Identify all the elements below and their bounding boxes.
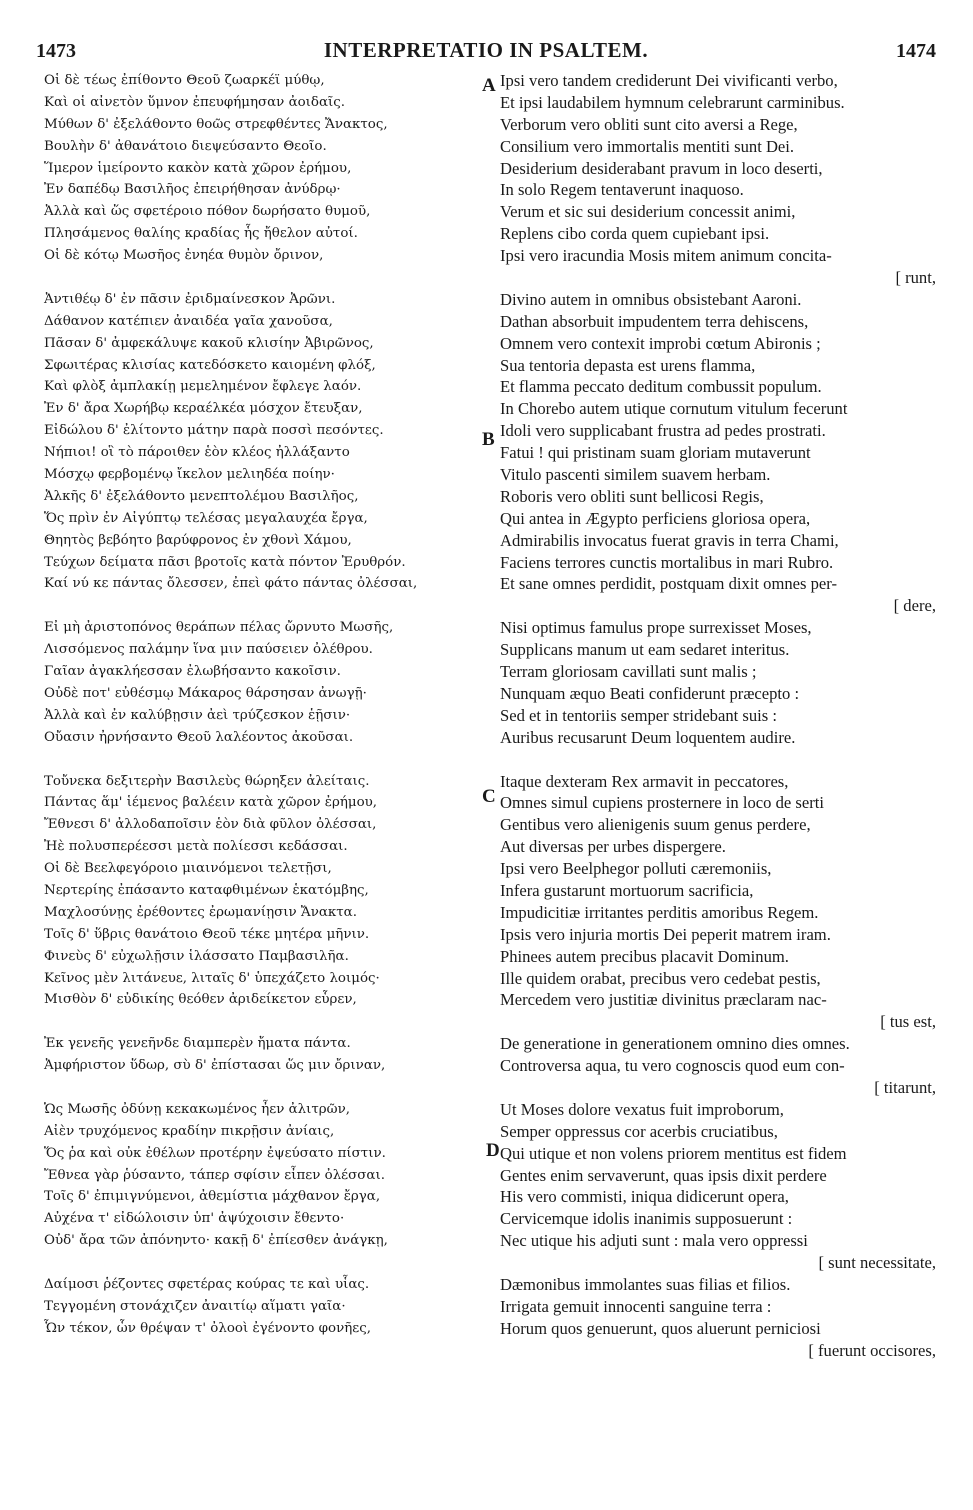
latin-line: [ titarunt,	[874, 1077, 936, 1097]
greek-line: Γαῖαν ἀγακλήεσσαν ἐλωβήσαντο κακοῖσιν.	[44, 664, 341, 680]
greek-line: Λισσόμενος παλάμην ἵνα μιν παύσειεν ὀλέθρου.	[44, 642, 373, 658]
greek-line: Ὡς Μωσῆς ὀδύνῃ κεκακωμένος ἦεν ἀλιτρῶν,	[44, 1101, 350, 1117]
latin-line: Divino autem in omnibus obsistebant Aaroni.	[500, 289, 802, 309]
greek-line: Ἐκ γενεῆς γενεῆνδε διαμπερὲν ἤματα πάντα.	[44, 1036, 351, 1052]
latin-line: Gentes enim servaverunt, quas ipsis dixit perdere	[500, 1165, 827, 1185]
latin-line: Gentibus vero alienigenis suum genus perdere,	[500, 815, 811, 835]
latin-line: [ fuerunt occisores,	[808, 1340, 936, 1360]
latin-line: Ipsi vero iracundia Mosis mitem animum concita-	[500, 246, 832, 266]
latin-line: Et ipsi laudabilem hymnum celebrarunt carminibus.	[500, 92, 845, 112]
latin-line: Verborum vero obliti sunt cito aversi a Rege,	[500, 114, 798, 134]
left-page-number: 1473	[36, 40, 76, 62]
latin-line: Auribus recusarunt Deum loquentem audire.	[500, 727, 796, 747]
greek-line: Τεγγομένη στονάχιζεν ἀναιτίῳ αἵματι γαῖα·	[44, 1298, 346, 1314]
greek-line: Νερτερίης ἐπάσαντο καταφθιμένων ἑκατόμβης,	[44, 882, 369, 898]
greek-line: Ἀλκῆς δ' ἐξελάθοντο μενεπτολέμου Βασιλῆος,	[44, 488, 359, 504]
latin-line: In Chorebo autem utique cornutum vitulum fecerunt	[500, 399, 848, 419]
greek-line: Αἰὲν τρυχόμενος κραδίην πικρῇσιν ἀνίαις,	[44, 1123, 335, 1139]
latin-line: Semper oppressus cor acerbis cruciatibus,	[500, 1121, 778, 1141]
latin-line: Cervicemque idolis inanimis supposuerunt :	[500, 1209, 793, 1229]
latin-line: Itaque dexteram Rex armavit in peccatores,	[500, 771, 789, 791]
greek-line: Εἰδώλου δ' ἐλίτοντο μάτην παρὰ ποσσὶ πεσόντες.	[44, 423, 384, 439]
greek-line: Πᾶσαν δ' ἀμφεκάλυψε κακοῦ κλισίην Ἀβιρῶνος,	[44, 335, 374, 351]
greek-line: Ἔθνεσι δ' ἀλλοδαποῖσιν ἑὸν διὰ φῦλον ὀλέσσαι,	[44, 817, 377, 833]
greek-line: Μύθων δ' ἐξελάθοντο θοῶς στρεφθέντες Ἄνακτος,	[44, 116, 388, 132]
running-title: INTERPRETATIO IN PSALTEM.	[323, 38, 649, 62]
greek-line: Βουλὴν δ' ἀθανάτοιο διεψεύσαντο Θεοῖο.	[44, 138, 327, 154]
latin-line: Admirabilis invocatus fuerat gravis in terra Chami,	[500, 530, 839, 550]
latin-line: Controversa aqua, tu vero cognoscis quod eum con-	[500, 1056, 845, 1076]
latin-line: Sed et in tentoriis semper stridebant suis :	[500, 705, 777, 725]
greek-line: Μισθὸν δ' εὐδικίης θεόθεν ἀριδείκετον εὗρεν,	[44, 992, 357, 1008]
greek-line: Σφωιτέρας κλισίας κατεδόσκετο καιομένη φλόξ,	[44, 357, 376, 373]
latin-line: Qui antea in Ægypto perficiens gloriosa opera,	[500, 508, 811, 528]
greek-line: Κεῖνος μὲν λιτάνευε, λιταῖς δ' ὑπεχάζετο λοιμός·	[44, 970, 380, 986]
greek-line: Πάντας ἅμ' ἱέμενος βαλέειν κατὰ χῶρον ἐρήμου,	[44, 795, 378, 811]
latin-line: Aut diversas per urbes dispergere.	[500, 837, 726, 857]
greek-line: Ἵμερον ἱμείροντο κακὸν κατὰ χῶρον ἐρήμου,	[44, 160, 352, 176]
latin-line: Qui utique et non volens priorem mentitus est fidem	[500, 1143, 847, 1163]
greek-line: Ἐν δ' ἄρα Χωρήβῳ κεραέλκέα μόσχον ἔτευξαν,	[44, 401, 363, 417]
greek-column	[44, 70, 484, 1340]
greek-line	[44, 1252, 484, 1274]
latin-line: [ dere,	[893, 596, 936, 616]
greek-line: Αὐχένα τ' εἰδώλοισιν ὑπ' ἀψύχοισιν ἔθεντο·	[44, 1211, 345, 1227]
latin-column	[500, 70, 940, 1362]
latin-line: Terram gloriosam cavillati sunt malis ;	[500, 662, 757, 682]
latin-line: Nisi optimus famulus prope surrexisset Moses,	[500, 618, 812, 638]
greek-line: Ἀλλὰ καὶ ὥς σφετέροιο πόθον δωρήσατο θυμοῦ,	[44, 204, 371, 220]
latin-line: Ipsi vero tandem crediderunt Dei vivificanti verbo,	[500, 71, 838, 90]
latin-line: Omnem vero contexit improbi cœtum Abironis ;	[500, 333, 821, 353]
greek-line: Θηητὸς βεβόητο βαρύφρονος ἐν χθονὶ Χάμου,	[44, 532, 352, 548]
greek-line: Μόσχῳ φερβομένῳ ἴκελον μελιηδέα ποίην·	[44, 467, 335, 483]
latin-line: Verum et sic sui desiderium concessit animi,	[500, 202, 796, 222]
greek-line: Ἔθνεα γὰρ ῥύσαντο, τάπερ σφίσιν εἶπεν ὀλέσσαι.	[44, 1167, 385, 1183]
greek-line: Ὧν τέκον, ὧν θρέψαν τ' ὀλοοὶ ἐγένοντο φονῆες,	[44, 1320, 371, 1336]
latin-line: Sua tentoria depasta est urens flamma,	[500, 355, 756, 375]
latin-line: Mercedem vero justitiæ divinitus præclaram nac-	[500, 990, 827, 1010]
page-header	[36, 38, 936, 72]
latin-line: Et flamma peccato deditum combussit populum.	[500, 377, 822, 397]
greek-line: Καὶ οἱ αἰνετὸν ὕμνον ἐπευφήμησαν ἀοιδαῖς.	[44, 94, 346, 110]
latin-line: Roboris vero obliti sunt bellicosi Regis,	[500, 486, 764, 506]
greek-line	[44, 1077, 484, 1099]
latin-line: Impudicitiæ irritantes perditis amoribus Regem.	[500, 902, 819, 922]
greek-line: Καί νύ κε πάντας ὄλεσσεν, ἐπεὶ φάτο πάντας ὀλέσσαι,	[44, 576, 418, 592]
latin-line: Et sane omnes perdidit, postquam dixit omnes per-	[500, 574, 838, 594]
latin-line: His vero commisti, iniqua didicerunt opera,	[500, 1187, 789, 1207]
greek-line: Οἱ δὲ Βεελφεγόροιο μιαινόμενοι τελετῇσι,	[44, 861, 332, 877]
latin-line: Vitulo pascenti similem suavem herbam.	[500, 465, 771, 485]
section-marker-a: A	[482, 75, 496, 96]
greek-line: Ὅς ῥα καὶ οὐκ ἐθέλων προτέρην ἐψεύσατο πίστιν.	[44, 1145, 386, 1161]
latin-line: Irrigata gemuit innocenti sanguine terra :	[500, 1296, 772, 1316]
latin-line: Ipsi vero Beelphegor polluti cæremoniis,	[500, 859, 772, 879]
section-marker-d: D	[486, 1140, 500, 1161]
greek-line: Τοῖς δ' ὕβρις θανάτοιο Θεοῦ τέκε μητέρα μῆνιν.	[44, 926, 370, 942]
greek-line: Τεύχων δείματα πᾶσι βροτοῖς κατὰ πόντον Ἐρυθρόν.	[44, 554, 406, 570]
latin-line: Dathan absorbuit impudentem terra dehiscens,	[500, 311, 809, 331]
greek-line: Ἀμφήριστον ὕδωρ, σὺ δ' ἐπίστασαι ὥς μιν ὄριναν,	[44, 1058, 386, 1074]
latin-line: In solo Regem tentaverunt inaquoso.	[500, 180, 744, 200]
latin-line: Consilium vero immortalis mentiti sunt Dei.	[500, 136, 795, 156]
latin-line: Phinees autem precibus placavit Dominum.	[500, 946, 789, 966]
greek-line: Οὔασιν ἠρνήσαντο Θεοῦ λαλέοντος ἀκοῦσαι.	[44, 729, 354, 745]
greek-line: Οἱ δὲ τέως ἐπίθοντο Θεοῦ ζωαρκέϊ μύθῳ,	[44, 73, 325, 88]
greek-line: Δαίμοσι ῥέζοντες σφετέρας κούρας τε καὶ υἷας.	[44, 1276, 370, 1292]
latin-line: [ runt,	[895, 268, 936, 288]
latin-line: Ipsis vero injuria mortis Dei peperit matrem iram.	[500, 924, 831, 944]
latin-line	[500, 749, 940, 771]
greek-line	[44, 749, 484, 771]
greek-line: Ἠὲ πολυσπερέεσσι μετὰ πολίεσσι κεδάσσαι.	[44, 839, 348, 855]
section-marker-b: B	[482, 429, 495, 450]
latin-line: Idoli vero supplicabant frustra ad pedes prostrati.	[500, 421, 826, 441]
greek-line: Εἰ μὴ ἀριστοπόνος θεράπων πέλας ὤρνυτο Μωσῆς,	[44, 620, 394, 636]
latin-line: Nec utique his adjuti sunt : mala vero oppressi	[500, 1231, 808, 1251]
latin-line: Ille quidem orabat, precibus vero cedebat pestis,	[500, 968, 821, 988]
greek-line: Τοῖς δ' ἐπιμιγνύμενοι, ἀθεμίστια μάχθανον ἔργα,	[44, 1189, 381, 1205]
latin-line: [ tus est,	[880, 1012, 936, 1032]
greek-line: Ἀντιθέῳ δ' ἐν πᾶσιν ἐριδμαίνεσκον Ἀρῶνι.	[44, 291, 336, 307]
latin-line: Dæmonibus immolantes suas filias et filios.	[500, 1274, 791, 1294]
section-marker-c: C	[482, 786, 496, 807]
greek-line: Δάθανον κατέπιεν ἀναιδέα γαῖα χανοῦσα,	[44, 313, 333, 329]
greek-line: Νήπιοι! οἳ τὸ πάροιθεν ἑὸν κλέος ἠλλάξαντο	[44, 445, 350, 461]
latin-line: Replens cibo corda quem cupiebant ipsi.	[500, 224, 770, 244]
latin-line: Nunquam æquo Beati confiderunt præcepto :	[500, 683, 800, 703]
latin-line: Horum quos genuerunt, quos aluerunt perniciosi	[500, 1318, 821, 1338]
latin-line: Infera gustarunt mortuorum sacrificia,	[500, 880, 754, 900]
greek-line: Οὐδὲ ποτ' εὐθέσμῳ Μάκαρος θάρσησαν ἀνωγῇ·	[44, 685, 367, 701]
latin-line: Desiderium desiderabant pravum in loco deserti,	[500, 158, 823, 178]
greek-line	[44, 267, 484, 289]
greek-line: Μαχλοσύνῃς ἐρέθοντες ἐρωμανίῃσιν Ἄνακτα.	[44, 904, 357, 920]
greek-line	[44, 1011, 484, 1033]
greek-line: Πλησάμενος θαλίης κραδίας ἧς ἤθελον αὐτοί.	[44, 226, 358, 242]
latin-line: Omnes simul cupiens prosternere in loco de serti	[500, 793, 824, 813]
greek-line: Καὶ φλὸξ ἀμπλακίῃ μεμελημένον ἔφλεγε λαόν.	[44, 379, 362, 395]
greek-line: Ἐν δαπέδῳ Βασιλῆος ἐπειρήθησαν ἀνύδρῳ·	[44, 182, 341, 198]
latin-line: Ut Moses dolore vexatus fuit improborum,	[500, 1099, 784, 1119]
right-page-number: 1474	[895, 40, 936, 62]
greek-line: Οὐδ' ἄρα τῶν ἀπόνηντο· κακῇ δ' ἐπίεσθεν ἀνάγκῃ,	[44, 1233, 388, 1249]
greek-line: Φινεὺς δ' εὐχωλῇσιν ἱλάσσατο Παμβασιλῆα.	[44, 948, 349, 964]
greek-line	[44, 595, 484, 617]
latin-line: [ sunt necessitate,	[818, 1253, 936, 1273]
greek-line: Ἀλλὰ καὶ ἐν καλύβῃσιν ἀεὶ τρύζεσκον ἑῇσιν·	[44, 707, 351, 723]
latin-line: Faciens terrores cunctis mortalibus in mari Rubro.	[500, 552, 834, 572]
latin-line: Supplicans manum ut eam sedaret interitus.	[500, 640, 790, 660]
greek-line: Τοὔνεκα δεξιτερὴν Βασιλεὺς θώρηξεν ἀλείταις.	[44, 773, 370, 789]
greek-line: Οἱ δὲ κότῳ Μωσῆος ἐνηέα θυμὸν ὄρινον,	[44, 248, 324, 264]
greek-line: Ὅς πρὶν ἐν Αἰγύπτῳ τελέσας μεγαλαυχέα ἔργα,	[44, 510, 368, 526]
latin-line: De generatione in generationem omnino dies omnes.	[500, 1034, 850, 1054]
latin-line: Fatui ! qui pristinam suam gloriam mutaverunt	[500, 443, 811, 463]
